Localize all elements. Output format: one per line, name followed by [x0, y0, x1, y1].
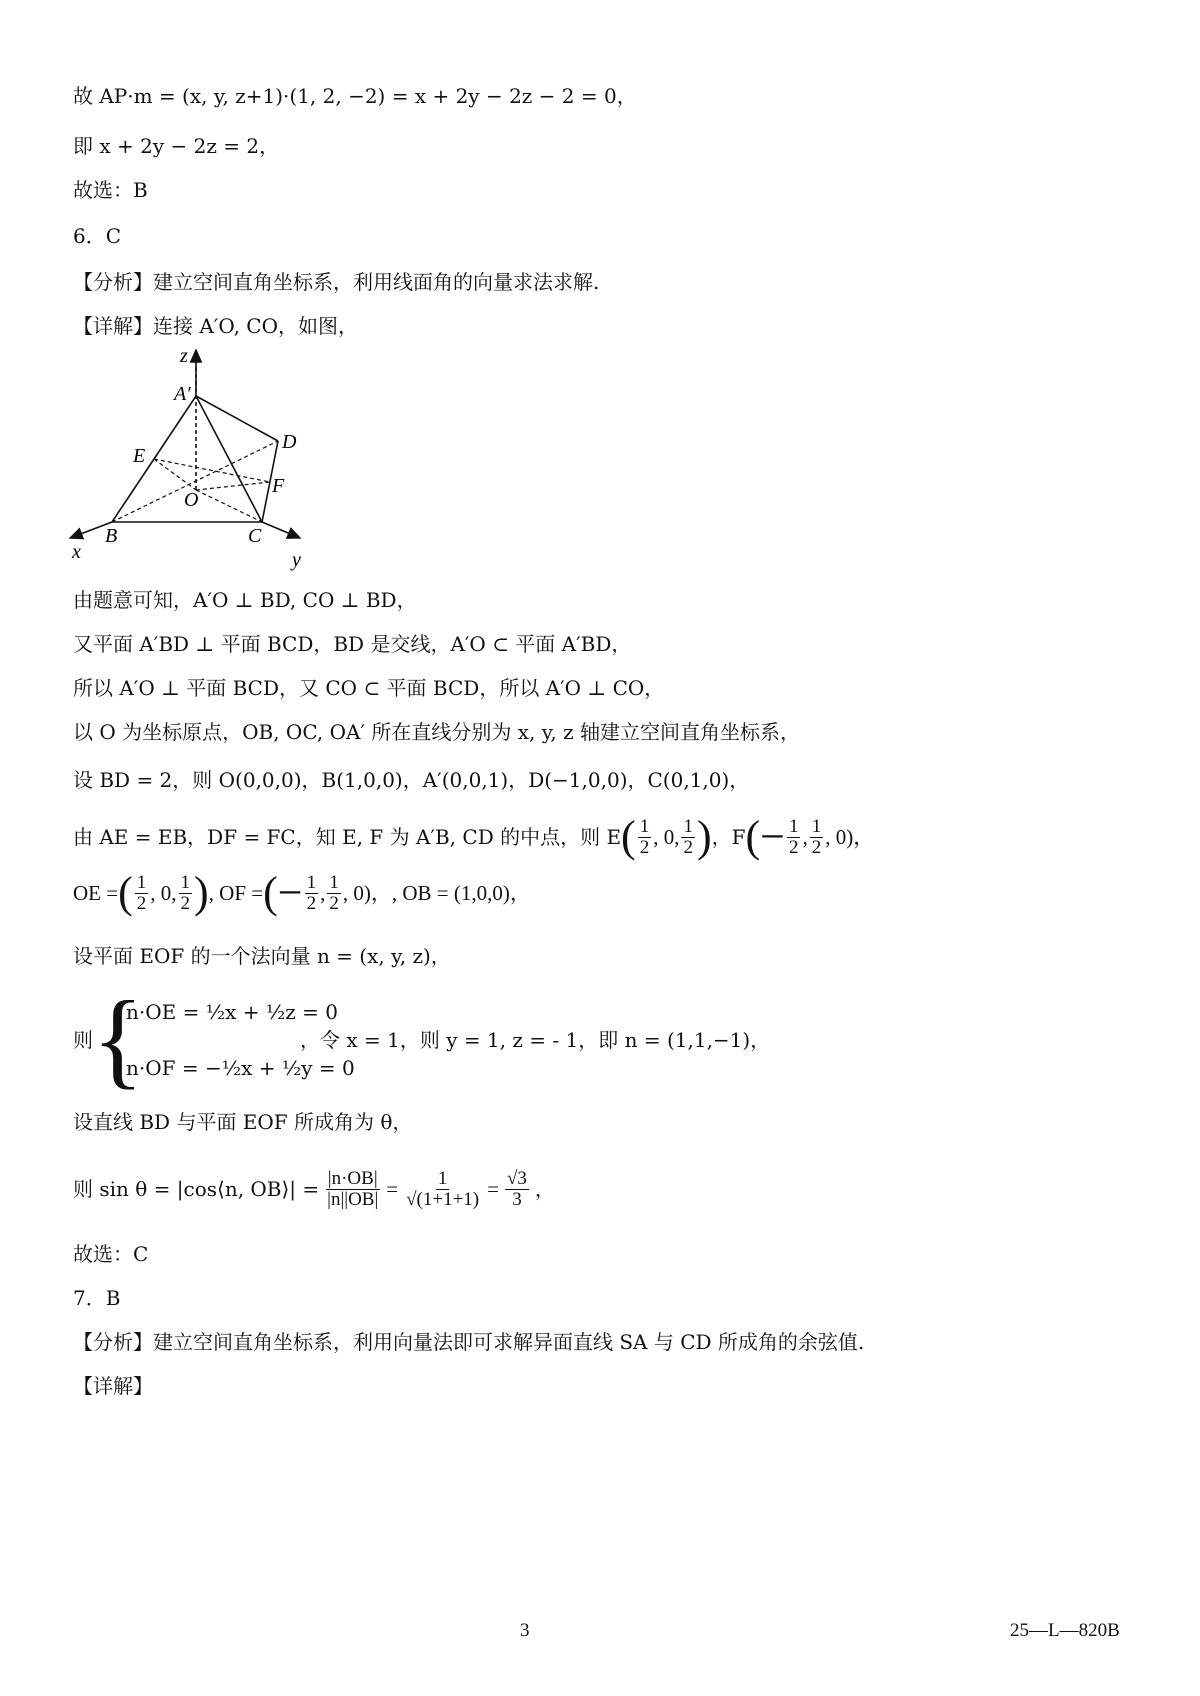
text-line: 所以 A′O ⊥ 平面 BCD，又 CO ⊂ 平面 BCD，所以 A′O ⊥ CO， [73, 676, 665, 700]
text-line: ，令 x = 1，则 y = 1, z = - 1，即 n = (1,1,−1)， [300, 1028, 771, 1052]
detail-line: 【详解】连接 A′O, CO，如图， [73, 314, 358, 338]
analysis-line: 【分析】建立空间直角坐标系，利用线面角的向量求法求解. [73, 270, 600, 294]
text-line: 设 BD = 2，则 O(0,0,0)，B(1,0,0)，A′(0,0,1)，D(−1,0,0)，C(0,1,0)， [73, 768, 750, 792]
label-z: z [180, 345, 188, 367]
label-c: C [248, 525, 262, 547]
vector-line: OE = ( $\frac{1}{2}$ , 0, $\frac{1}{2}$ ) , OF = (− $\frac{1}{2}$ , $\frac{1}{2}$ , 0)， , OB = (1,0,0)， [73, 868, 531, 917]
label-y: y [292, 549, 301, 571]
question-number: 6．C [73, 224, 122, 248]
analysis-line: 【分析】建立空间直角坐标系，利用向量法即可求解异面直线 SA 与 CD 所成角的余弦值. [73, 1330, 865, 1354]
midpoint-line: 由 AE = EB，DF = FC，知 E, F 为 A′B, CD 的中点，则 E ( $\frac{1}{2}$ , 0, $\frac{1}{2}$ ) ，F (− $\frac{1}{2}$ , $\frac{1}{2}$ , 0)， [73, 812, 875, 861]
y-axis [262, 522, 300, 538]
text-line: 故 AP·m = (x, y, z+1)·(1, 2, −2) = x + 2y − 2z − 2 = 0， [73, 84, 637, 108]
sine-line: 则 sin θ = |cos⟨n, OB⟩| = $\frac{|n\cdot OB|}{|n||OB|}$ = $\frac{1}{√(1+1+1)}$ = $\frac{√3}{3}$ ， [73, 1167, 555, 1210]
text-line: 又平面 A′BD ⊥ 平面 BCD，BD 是交线，A′O ⊂ 平面 A′BD， [73, 632, 632, 656]
text-line: 故选：B [73, 178, 148, 202]
text-line: 设直线 BD 与平面 EOF 所成角为 θ， [73, 1110, 413, 1134]
page-number: 3 [520, 1620, 530, 1641]
label-e: E [133, 445, 146, 467]
document-code: 25—L—820B [1010, 1620, 1120, 1641]
label-b: B [105, 525, 118, 547]
label-o: O [184, 489, 199, 511]
text-line: 故选：C [73, 1242, 149, 1266]
label-d: D [282, 431, 297, 453]
pyramid-figure [60, 340, 360, 575]
label-x: x [72, 541, 81, 563]
equation-1: n·OE = ½x + ½z = 0 [126, 1000, 338, 1024]
question-number: 7．B [73, 1286, 121, 1310]
brace-icon: { [92, 980, 144, 1099]
text-line: 以 O 为坐标原点，OB, OC, OA′ 所在直线分别为 x, y, z 轴建立空间直角坐标系， [73, 720, 800, 744]
system-prefix: 则 [73, 1028, 93, 1052]
label-a: A′ [174, 383, 191, 405]
detail-line: 【详解】 [73, 1374, 153, 1398]
text-line: 由题意可知，A′O ⊥ BD, CO ⊥ BD， [73, 588, 417, 612]
text-line: 即 x + 2y − 2z = 2， [73, 134, 280, 158]
equation-2: n·OF = −½x + ½y = 0 [126, 1056, 355, 1080]
label-f: F [272, 475, 285, 497]
text-line: 设平面 EOF 的一个法向量 n = (x, y, z)， [73, 944, 451, 968]
